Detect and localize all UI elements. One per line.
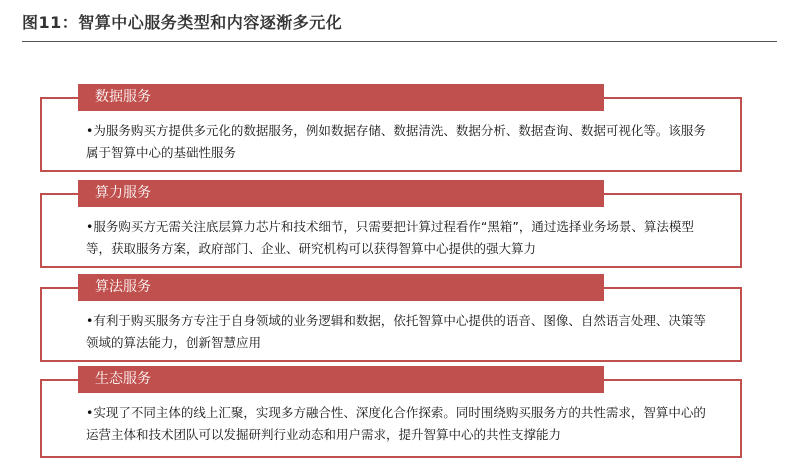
service-card-compute xyxy=(40,180,742,268)
card-description xyxy=(86,216,706,260)
bullet-marker: • xyxy=(86,123,94,138)
service-card-algorithm xyxy=(40,274,742,362)
card-title: 数据服务 xyxy=(78,84,604,111)
card-title: 生态服务 xyxy=(78,366,604,393)
card-description-text: 有利于购买服务方专注于自身领域的业务逻辑和数据，依托智算中心提供的语音、图像、自然语言处理、决策等领域的算法能力，创新智慧应用 xyxy=(86,313,706,350)
service-card-ecosystem xyxy=(40,366,742,458)
figure-title: 图11：智算中心服务类型和内容逐渐多元化 xyxy=(22,13,343,32)
service-card-data xyxy=(40,84,742,172)
card-title: 算力服务 xyxy=(78,180,604,207)
card-description-text: 实现了不同主体的线上汇聚，实现多方融合性、深度化合作探索。同时围绕购买服务方的共性需求，智算中心的运营主体和技术团队可以发掘研判行业动态和用户需求，提升智算中心的共性支撑能力 xyxy=(86,405,706,442)
card-description-text: 为服务购买方提供多元化的数据服务，例如数据存储、数据清洗、数据分析、数据查询、数据可视化等。该服务属于智算中心的基础性服务 xyxy=(86,123,706,160)
card-description xyxy=(86,310,706,354)
bullet-marker: • xyxy=(86,405,94,420)
bullet-marker: • xyxy=(86,313,94,328)
title-divider xyxy=(22,41,777,42)
card-description xyxy=(86,402,706,446)
card-description xyxy=(86,120,706,164)
card-title: 算法服务 xyxy=(78,274,604,301)
card-description-text: 服务购买方无需关注底层算力芯片和技术细节，只需要把计算过程看作“黑箱”，通过选择业务场景、算法模型等，获取服务方案，政府部门、企业、研究机构可以获得智算中心提供的强大算力 xyxy=(86,219,694,256)
bullet-marker: • xyxy=(86,219,94,234)
